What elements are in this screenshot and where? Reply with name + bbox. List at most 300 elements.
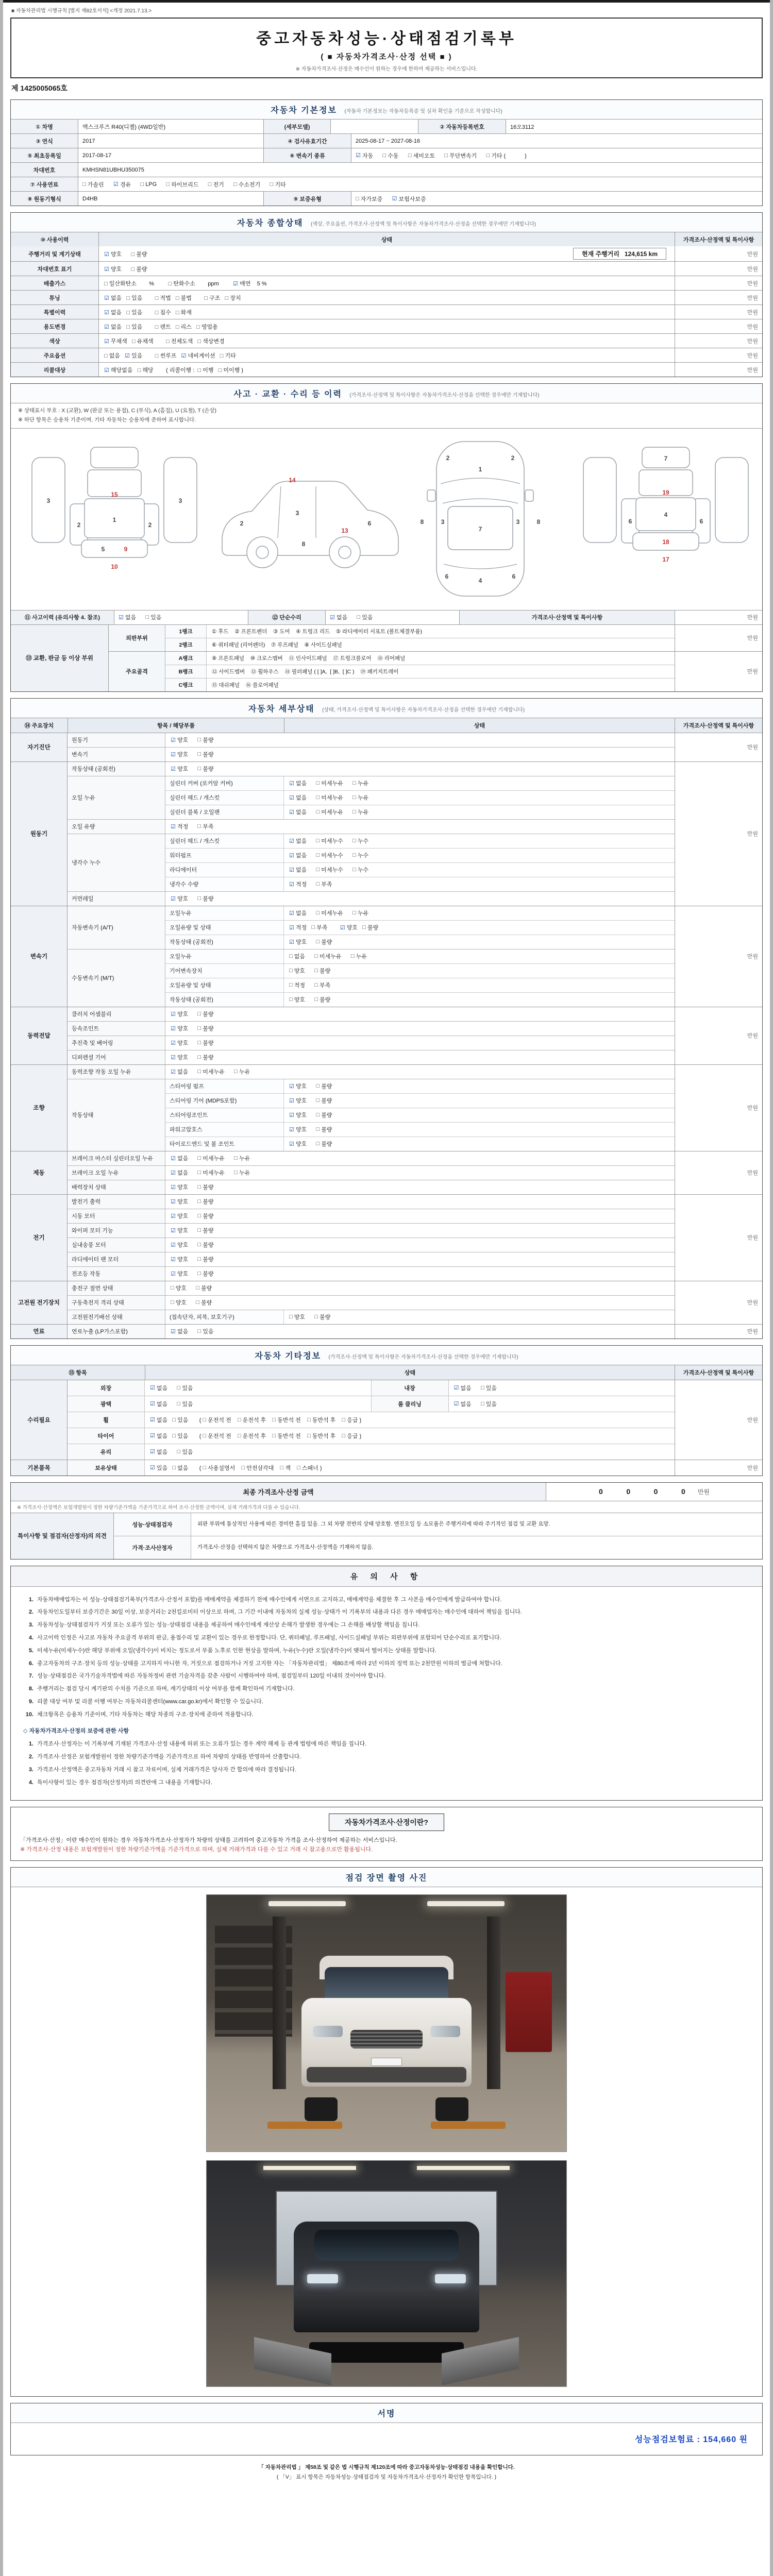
footer-check-note: ( 「V」 표시 항목은 자동차성능·상태점검자 및 자동차가격조사·산정자가 확인한 항목입니다. )	[276, 2473, 497, 2480]
other-body	[11, 1380, 762, 1476]
item-subrows	[165, 950, 675, 1007]
item-subrows	[165, 892, 675, 906]
part-label: 스티어링조인트	[165, 1108, 284, 1122]
item-subrows	[165, 1267, 675, 1281]
notice-item-text: 자동차인도일부터 보증기간은 30일 이상, 보증거리는 2천킬로미터 이상으로 하며, 그 기간 이내에 자동차의 실제 성능·상태가 이 기록부의 내용과 다른 경우 매매업자는 매수인에 대하여 책임을 집니다.	[37, 1609, 522, 1616]
usage-item-state	[98, 291, 675, 304]
state-checkboxes: ☑ 양호 □ 불량	[171, 1213, 214, 1220]
item-subrow	[165, 963, 675, 978]
part-number: 8	[536, 518, 541, 526]
part-number: 13	[341, 527, 348, 534]
device-group-row	[11, 1194, 762, 1281]
part-label: 실린더 헤드 / 개스킷	[165, 791, 284, 805]
part-label: 오일유량 및 상태	[165, 978, 284, 992]
fuel-type-label: ⑦ 사용연료	[11, 177, 78, 191]
part-number: 19	[662, 488, 669, 496]
state-checkboxes: ☑ 없음 □ 미세누유 □ 누유	[289, 910, 369, 917]
notice-item-text: 주행거리는 점검 당시 계기판의 수치를 기준으로 하며, 계기상태의 이상 여부를 함께 확인하여 기재합니다.	[37, 1686, 295, 1692]
item-subrows	[165, 1252, 675, 1266]
car-wheel-right	[435, 2097, 468, 2121]
ceiling-light	[417, 2166, 510, 2170]
insurance-premium-label: 성능점검보험료 :	[634, 2435, 700, 2445]
item-subrow	[165, 1238, 675, 1252]
price-cell: 만원	[675, 246, 762, 261]
overall-row	[11, 290, 762, 304]
lift-arm-right	[431, 2122, 506, 2129]
other-table-header	[11, 1365, 762, 1380]
item-subrow	[165, 820, 675, 834]
part-number: 2	[148, 521, 152, 529]
other-price-header: 가격조사·산정액 및 특이사항	[675, 1365, 762, 1380]
item-subrow	[165, 906, 675, 920]
device-items	[68, 733, 675, 761]
basic-row-firstreg	[11, 148, 762, 162]
item-subrow	[165, 1036, 675, 1050]
notice-sub-item-text: 가격조사·산정자는 이 기록부에 기재된 가격조사·산정 내용에 허위 또는 오류가 있는 경우 계약 해제 등 관계 법령에 따른 책임을 집니다.	[37, 1741, 367, 1748]
device-group-label: 조향	[11, 1065, 68, 1151]
device-items	[68, 1007, 675, 1064]
notice-sub-item-text: 가격조사·산정은 보험개발원이 정한 차량기준가액을 기준가격으로 하여 차량의 상태를 반영하여 산출합니다.	[37, 1754, 301, 1760]
main-frame-ranks	[165, 652, 675, 691]
other-item-label: 광택	[68, 1396, 145, 1412]
notice-item-number: 1.	[28, 1596, 33, 1603]
overall-note: (색상, 주요옵션, 가격조사·산정액 및 특이사항은 자동차가격조사·산정을 선택한 경우에만 기재합니다)	[310, 222, 536, 227]
inspection-period-label: ④ 검사유효기간	[263, 134, 351, 148]
opinion-author: 가격·조사산정자	[114, 1536, 191, 1559]
overall-condition-section	[10, 212, 763, 377]
left-mirror	[427, 490, 435, 501]
inspection-photo-underbody	[206, 2160, 567, 2387]
vehicle-name-value: 맥스크루즈 R40(디젤) (4WD일반)	[78, 120, 263, 133]
part-number: 18	[662, 538, 669, 546]
rankB-row	[165, 665, 675, 678]
opinion-text: 외판 부위에 통상적인 사용에 따른 경미한 흠집 있음. 그 외 차량 전반의 상태 양호함. 엔진오일 등 소모품은 주행거리에 따라 주기적인 점검 및 교환 요망.	[197, 1520, 550, 1527]
first-registration-label: ⑤ 최초등록일	[11, 148, 78, 162]
usage-item-label: 튜닝	[11, 291, 98, 304]
simple-repair-state: ☑ 없음 □ 있음	[325, 611, 459, 624]
state-checkboxes: □ 양호 □ 불량	[289, 968, 331, 975]
other-title: 자동차 기타정보	[255, 1351, 322, 1361]
car-headlight-left	[307, 2274, 338, 2283]
price-header: 가격조사·산정액 및 특이사항	[675, 232, 762, 246]
engine-type-value: D4HB	[78, 192, 263, 206]
final-price-label: 최종 가격조사·산정 금액	[11, 1483, 546, 1501]
part-label: 실린더 커버 (로커암 커버)	[165, 776, 284, 790]
part-number: 3	[295, 509, 299, 517]
item-label: 수동변속기 (M/T)	[68, 950, 165, 1007]
plate-number-value: 16오3112	[506, 120, 762, 133]
state-checkboxes: ☑ 해당없음 □ 해당 ( 리콜이행 : □ 이행 □ 미이행 )	[104, 367, 243, 374]
item-label: 배력장치 상태	[68, 1180, 165, 1194]
other-item-label: 보유상태	[68, 1460, 145, 1476]
state-checkboxes: ☑ 양호 □ 불량	[171, 751, 214, 758]
overall-row	[11, 319, 762, 333]
part-number: 3	[516, 518, 520, 526]
usage-item-label: 색상	[11, 334, 98, 348]
state-checkboxes: □ 양호 □ 불량	[289, 996, 331, 1004]
other-pair	[371, 1380, 675, 1396]
transmission-value: ☑ 자동 □ 수동 □ 세미오토 □ 무단변속기 □ 기타 ( )	[351, 148, 762, 162]
device-group-label: 고전원 전기장치	[11, 1281, 68, 1324]
part-label: 작동상태 (공회전)	[165, 993, 284, 1007]
notice-item-number: 2.	[28, 1609, 33, 1616]
item-label: 등속조인트	[68, 1022, 165, 1036]
other-line	[68, 1428, 675, 1444]
other-item-state: ☑ 없음 □ 있음	[150, 1384, 193, 1392]
device-group-row	[11, 1064, 762, 1151]
notice-item-number: 10.	[25, 1711, 33, 1718]
basic-row-year	[11, 133, 762, 148]
state-checkboxes: □ 양호 □ 불량	[289, 1314, 331, 1321]
device-item-row	[68, 949, 675, 1007]
device-items	[68, 1325, 675, 1338]
notice-item-number: 9.	[28, 1699, 33, 1705]
rankB-items: ⑫ 사이드멤버 ⑬ 휠하우스 ⑭ 필러패널 ( [ ]A, [ ]B, [ ]C ) ⑲ 패키지트레이	[212, 668, 399, 675]
part-label: 파워고압호스	[165, 1123, 284, 1137]
car-headlight-left	[313, 2026, 343, 2037]
notice-item	[23, 1659, 750, 1669]
price-cell: 만원	[675, 363, 762, 377]
submodel-value	[330, 120, 418, 133]
price-cell: 만원	[675, 1325, 762, 1338]
device-item-row	[68, 1266, 675, 1281]
state-checkboxes: ☑ 양호 □ 불량	[171, 766, 214, 773]
accident-history-row	[11, 611, 762, 624]
part-number: 9	[124, 545, 128, 553]
item-subrow	[165, 1267, 675, 1281]
document-header-note: ※ 자동차가격조사·산정은 매수인이 원하는 경우에 한하여 제공하는 서비스입니다.	[295, 66, 478, 72]
other-line-pairs	[68, 1460, 675, 1476]
outer-panel-ranks	[165, 625, 675, 651]
part-number: 3	[441, 518, 445, 526]
item-label: 시동 모터	[68, 1209, 165, 1223]
usage-item-label: 특별이력	[11, 305, 98, 319]
car-side-outline	[222, 481, 398, 555]
state-checkboxes: ☑ 적정 □ 부족	[171, 823, 214, 831]
item-label: 충전구 절연 상태	[68, 1281, 165, 1295]
item-label: 와이퍼 모터 기능	[68, 1224, 165, 1238]
device-items	[68, 1281, 675, 1324]
device-item-row	[68, 1310, 675, 1324]
other-pair	[68, 1460, 675, 1476]
state-checkboxes: ☑ 무채색 □ 유채색 □ 전체도색 □ 색상변경	[104, 338, 225, 345]
notice-item-text: 미세누유(미세누수)란 해당 부위에 오일(냉각수)이 비치는 정도로서 부품 노후로 인한 현상을 말하며, 누유(누수)란 오일(냉각수)이 맺혀서 떨어지는 상태를 말합니다.	[37, 1647, 436, 1654]
notice-item	[23, 1684, 750, 1694]
basic-row-fuel	[11, 177, 762, 191]
device-item-row	[68, 834, 675, 891]
price-cell: 만원	[675, 348, 762, 362]
notice-item	[23, 1595, 750, 1605]
mileage-box: 현재 주행거리 124,615 km	[573, 248, 666, 260]
engine-type-label: ⑧ 원동기형식	[11, 192, 78, 206]
device-group-row	[11, 1324, 762, 1338]
device-group-row	[11, 733, 762, 761]
main-frame-label: 주요골격	[109, 652, 165, 691]
other-pair	[68, 1396, 371, 1412]
inspection-photo-lift-front	[206, 1894, 567, 2152]
part-label: 실린더 블록 / 오일팬	[165, 805, 284, 819]
notice-item-text: 사고이력 인정은 사고로 자동차 주요골격 부위의 판금, 용접수리 및 교환이 있는 경우로 한정합니다. 단, 쿼터패널, 루프패널, 사이드실패널 부위는 외판부위에 포함되어 단순수리로 표기합니다.	[37, 1635, 501, 1641]
notice-item	[23, 1607, 750, 1618]
part-number: 6	[512, 572, 516, 580]
basic-info-title: 자동차 기본정보	[271, 106, 337, 115]
basic-row-name	[11, 120, 762, 133]
document-title: 중고자동차성능·상태점검기록부	[256, 30, 517, 47]
item-subrow	[165, 805, 675, 819]
notice-sub-item-text: 특이사항이 있는 경우 점검자(산정자)의 의견란에 그 내용을 기재합니다.	[37, 1779, 212, 1786]
notice-item	[23, 1633, 750, 1643]
part-number: 6	[628, 517, 632, 525]
state-checkboxes: ☑ 양호 □ 불량	[289, 939, 332, 946]
price-header: 가격조사·산정액 및 특이사항	[675, 718, 762, 733]
price-cell: 만원	[675, 762, 762, 906]
device-item-row	[68, 1180, 675, 1194]
item-subrows	[165, 834, 675, 891]
item-subrow	[165, 978, 675, 992]
device-item-row	[68, 1065, 675, 1079]
photo-car-front	[301, 1956, 472, 2113]
overall-row	[11, 261, 762, 276]
device-items	[68, 1151, 675, 1194]
other-group-label: 기본품목	[11, 1460, 68, 1476]
part-number: 4	[664, 511, 668, 518]
device-item-row	[68, 1223, 675, 1238]
notice-sub-item-number: 2.	[28, 1754, 33, 1760]
pricing-explanation-box	[10, 1807, 763, 1861]
detail-table-header	[11, 718, 762, 733]
item-label: 전조등 작동	[68, 1267, 165, 1281]
item-label: 고전원전기배선 상태	[68, 1310, 165, 1324]
other-info-section	[10, 1345, 763, 1476]
item-label: 추진축 및 베어링	[68, 1036, 165, 1050]
other-group-lines	[68, 1380, 675, 1460]
vin-label: 차대번호	[11, 163, 78, 177]
usage-item-state	[98, 319, 675, 333]
rank2-items: ⑥ 쿼터패널 (리어펜더) ⑦ 루프패널 ⑧ 사이드실패널	[212, 641, 342, 648]
other-note: (가격조사·산정액 및 특이사항은 자동차가격조사·산정을 선택한 경우에만 기재합니다)	[328, 1354, 518, 1360]
other-item-label: 내장	[372, 1380, 449, 1396]
legend-basis: ※ 하단 항목은 승용차 기준이며, 기타 자동차는 승용차에 준하여 표시합니다.	[18, 416, 196, 423]
usage-item-label: 차대번호 표기	[11, 262, 98, 276]
opinion-row	[114, 1536, 762, 1559]
device-item-row	[68, 1209, 675, 1223]
item-subrows	[165, 1281, 675, 1295]
item-subrow	[165, 790, 675, 805]
exchange-group-label: ⑬ 교환, 판금 등 이상 부위	[11, 625, 109, 691]
main-frame-row	[109, 651, 762, 691]
rear-wheel-hub	[339, 546, 351, 558]
state-checkboxes: ☑ 양호 □ 불량	[171, 1198, 214, 1206]
notice-item-number: 6.	[28, 1660, 33, 1667]
device-group-row	[11, 1151, 762, 1194]
state-checkboxes: ☑ 양호 □ 불량	[171, 895, 214, 903]
item-label: 작동상태 (공회전)	[68, 762, 165, 776]
item-label: 구동축전지 격리 상태	[68, 1296, 165, 1310]
item-subrows	[165, 1166, 675, 1180]
item-subrow	[165, 776, 675, 790]
state-checkboxes: ☑ 없음 □ 미세누유 □ 누유	[289, 780, 369, 787]
device-item-row	[68, 1036, 675, 1050]
other-group-row	[11, 1380, 762, 1460]
insurance-premium-value: 154,660 원	[703, 2435, 748, 2445]
outer-panel-label: 외판부위	[109, 625, 165, 651]
device-group-row	[11, 1007, 762, 1064]
item-header: 항목 / 해당부품	[68, 718, 284, 733]
notice-sub-item	[23, 1752, 750, 1762]
item-label: 브레이크 마스터 실린더오일 누유	[68, 1151, 165, 1165]
item-subrow	[165, 762, 675, 776]
overall-row	[11, 246, 762, 261]
item-subrows	[165, 1151, 675, 1165]
other-group-label: 수리필요	[11, 1380, 68, 1460]
outer-panel-price: 만원	[675, 625, 762, 651]
part-label: 기어변속장치	[165, 964, 284, 978]
detail-body	[11, 733, 762, 1338]
item-subrows	[165, 1036, 675, 1050]
opinion-author: 성능·상태점검자	[114, 1513, 191, 1536]
item-subrows	[165, 1310, 675, 1324]
vin-value: KMHSN81UBHU350075	[78, 163, 762, 177]
final-price-unit: 만원	[697, 1488, 710, 1496]
item-subrow	[165, 1180, 675, 1194]
notice-item-number: 8.	[28, 1686, 33, 1692]
other-item-label: 룸 클리닝	[372, 1396, 449, 1412]
price-cell: 만원	[675, 276, 762, 290]
item-subrows	[165, 820, 675, 834]
part-number: 2	[511, 454, 515, 462]
item-label: 냉각수 누수	[68, 834, 165, 891]
opinion-label: 특이사항 및 점검자(산정자)의 의견	[11, 1513, 114, 1559]
device-item-row	[68, 1165, 675, 1180]
part-number: 6	[367, 519, 372, 527]
item-subrow	[165, 950, 675, 963]
accident-title-row	[11, 384, 762, 403]
item-subrow	[165, 1050, 675, 1064]
rankC-row	[165, 678, 675, 691]
basic-row-vin	[11, 162, 762, 177]
other-line	[68, 1380, 675, 1396]
item-subrow	[165, 1065, 675, 1079]
part-number: 2	[446, 454, 450, 462]
other-pair	[68, 1380, 371, 1396]
item-label: 발전기 출력	[68, 1195, 165, 1209]
warranty-type-value: □ 자가보증 ☑ 보험사보증	[351, 192, 762, 206]
detail-title: 자동차 세부상태	[248, 704, 315, 714]
notice-sub-item-number: 3.	[28, 1767, 33, 1773]
photo-stack	[11, 1887, 762, 2396]
notice-item-text: 중고자동차의 구조·장치 등의 성능·상태를 고지하지 아니한 자, 거짓으로 점검하거나 거짓 고지한 자는 「자동차관리법」 제80조에 따라 2년 이하의 징역 또는 2천만원 이하의 벌금에 처합니다.	[37, 1660, 502, 1667]
rankA-row	[165, 652, 675, 665]
main-frame-price: 만원	[675, 652, 762, 691]
device-item-row	[68, 776, 675, 819]
notice-body	[11, 1587, 762, 1800]
item-label: 브레이크 오일 누유	[68, 1166, 165, 1180]
item-subrows	[165, 1296, 675, 1310]
price-cell: 만원	[675, 334, 762, 348]
item-label: 커먼레일	[68, 892, 165, 906]
price-cell: 만원	[675, 906, 762, 1007]
rear-right-door-panel	[715, 457, 748, 543]
right-mirror	[525, 490, 533, 501]
vehicle-name-label: ① 차명	[11, 120, 78, 133]
item-subrows	[165, 1180, 675, 1194]
part-label: (접속단자, 피복, 보호기구)	[165, 1310, 284, 1324]
diagram-side-view	[222, 477, 398, 568]
state-checkboxes: ☑ 없음 □ 미세누유 □ 누유	[289, 794, 369, 802]
item-subrows	[165, 1209, 675, 1223]
price-cell: 만원	[675, 1281, 762, 1324]
state-checkboxes: ☑ 없음 □ 미세누수 □ 누수	[289, 838, 369, 845]
exchange-parts-table	[11, 624, 762, 691]
notice-items	[23, 1595, 750, 1720]
ceiling-light	[268, 1901, 346, 1906]
item-subrows	[165, 1195, 675, 1209]
other-item-label: 휠	[68, 1412, 145, 1428]
item-subrow	[165, 1151, 675, 1165]
state-checkboxes: ☑ 양호 □ 불량	[289, 1141, 332, 1148]
notice-section	[10, 1566, 763, 1801]
item-subrow	[165, 733, 675, 747]
usage-item-state	[98, 246, 675, 261]
part-number: 6	[699, 517, 703, 525]
device-item-row	[68, 819, 675, 834]
state-checkboxes: □ 양호 □ 불량	[171, 1285, 212, 1292]
state-checkboxes: ☑ 없음 □ 미세누수 □ 누수	[289, 867, 369, 874]
device-item-row	[68, 762, 675, 776]
price-cell: 만원	[675, 733, 762, 761]
part-label: 실린더 헤드 / 개스킷	[165, 834, 284, 848]
usage-item-state	[98, 276, 675, 290]
notice-sub-item-number: 1.	[28, 1741, 33, 1748]
device-group-label: 변속기	[11, 906, 68, 1007]
item-subrow	[165, 877, 675, 891]
roof-front	[91, 447, 138, 468]
item-label: 동력조향 작동 오일 누유	[68, 1065, 165, 1079]
rankC-items: ⑮ 대쉬패널 ⑯ 플로어패널	[212, 682, 279, 688]
state-checkboxes: ☑ 없음 □ 미세누수 □ 누수	[289, 852, 369, 859]
other-line	[68, 1412, 675, 1428]
overall-title-row	[11, 213, 762, 232]
item-subrows	[165, 1007, 675, 1021]
other-price-cell: 만원	[675, 1380, 762, 1460]
car-grille	[350, 2030, 423, 2048]
part-number: 10	[111, 563, 118, 570]
device-items	[68, 762, 675, 906]
signature-body	[11, 2423, 762, 2455]
item-subrow	[165, 1195, 675, 1209]
state-checkboxes: ☑ 없음 □ 있음 □ 침수 □ 화재	[104, 309, 192, 316]
device-group-row	[11, 761, 762, 906]
device-group-row	[11, 906, 762, 1007]
final-price-value-cell	[546, 1483, 762, 1501]
item-subrows	[165, 906, 675, 949]
document-header	[10, 18, 763, 78]
device-item-row	[68, 1195, 675, 1209]
document-number: 제 1425005065호	[11, 84, 68, 92]
car-diagrams	[11, 432, 762, 607]
item-subrow	[165, 1108, 675, 1122]
state-checkboxes: ☑ 없음 □ 미세누유 □ 누유	[289, 809, 369, 816]
state-checkboxes: ☑ 양호 □ 불량	[171, 1040, 214, 1047]
part-number: 7	[478, 525, 482, 533]
device-group-label: 동력전달	[11, 1007, 68, 1064]
rank2-label: 2랭크	[165, 638, 207, 651]
lift-arm-left	[267, 2122, 342, 2129]
price-cell: 만원	[675, 319, 762, 333]
simple-repair-label: ⑫ 단순수리	[248, 611, 325, 624]
device-group-label: 제동	[11, 1151, 68, 1194]
car-headlight-right	[435, 2274, 466, 2283]
